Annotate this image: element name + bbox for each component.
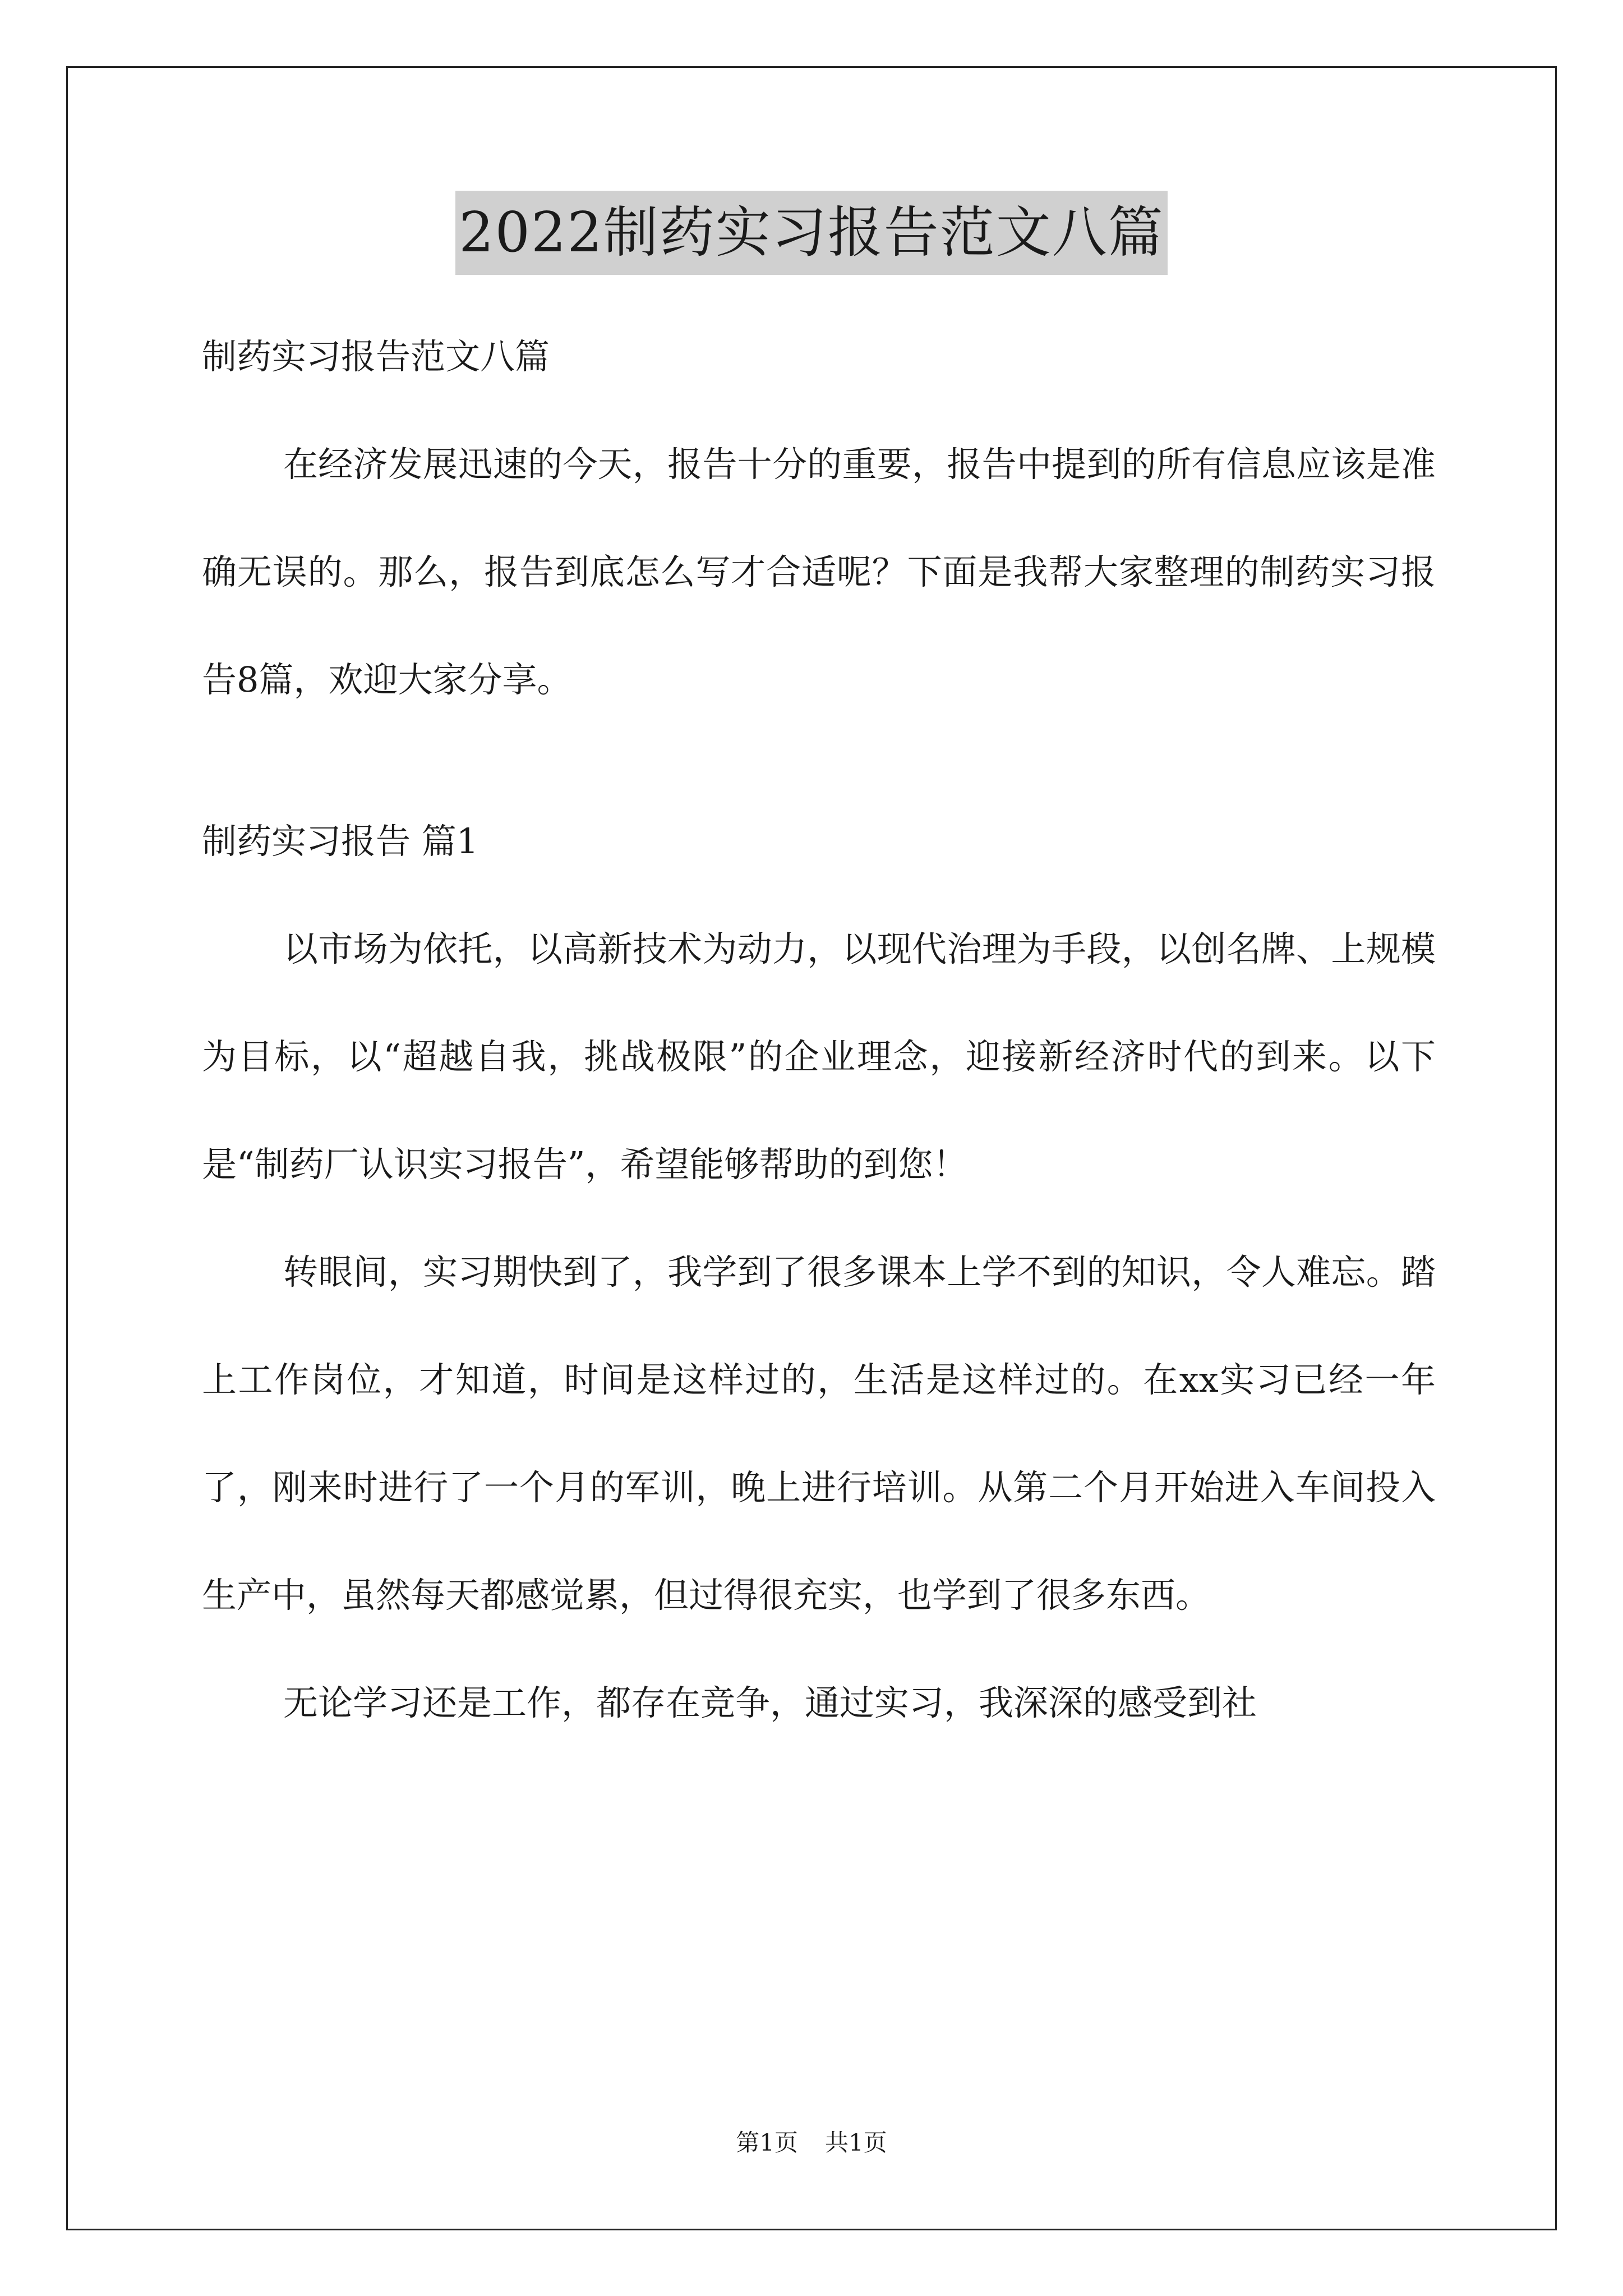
- title-container: [0, 191, 1623, 275]
- document-body: [202, 303, 1436, 1757]
- body-paragraph: 以市场为依托，以高新技术为动力，以现代治理为手段，以创名牌、上规模为目标，以“超越自我，挑战极限”的企业理念，迎接新经济时代的到来。以下是“制药厂认识实习报告”，希望能够帮助的到您！: [202, 928, 1436, 1185]
- section-heading: 制药实习报告 篇1: [202, 821, 479, 862]
- document-subtitle: 制药实习报告范文八篇: [202, 336, 550, 377]
- document-title: 2022制药实习报告范文八篇: [455, 191, 1167, 275]
- page-footer: [0, 2126, 1623, 2160]
- page-total: 共1页: [825, 2129, 887, 2156]
- intro-paragraph: 在经济发展迅速的今天，报告十分的重要，报告中提到的所有信息应该是准确无误的。那么，报告到底怎么写才合适呢？下面是我帮大家整理的制药实习报告8篇，欢迎大家分享。: [202, 444, 1436, 700]
- section-gap: [202, 734, 1436, 788]
- body-paragraph: 无论学习还是工作，都存在竞争，通过实习，我深深的感受到社: [283, 1682, 1257, 1723]
- body-paragraph: 转眼间，实习期快到了，我学到了很多课本上学不到的知识，令人难忘。踏上工作岗位，才知道，时间是这样过的，生活是这样过的。在xx实习已经一年了，刚来时进行了一个月的军训，晚上进行培训。从第二个月开始进入车间投入生产中，虽然每天都感觉累，但过得很充实，也学到了很多东西。: [202, 1251, 1436, 1616]
- page-number: 第1页: [736, 2129, 798, 2156]
